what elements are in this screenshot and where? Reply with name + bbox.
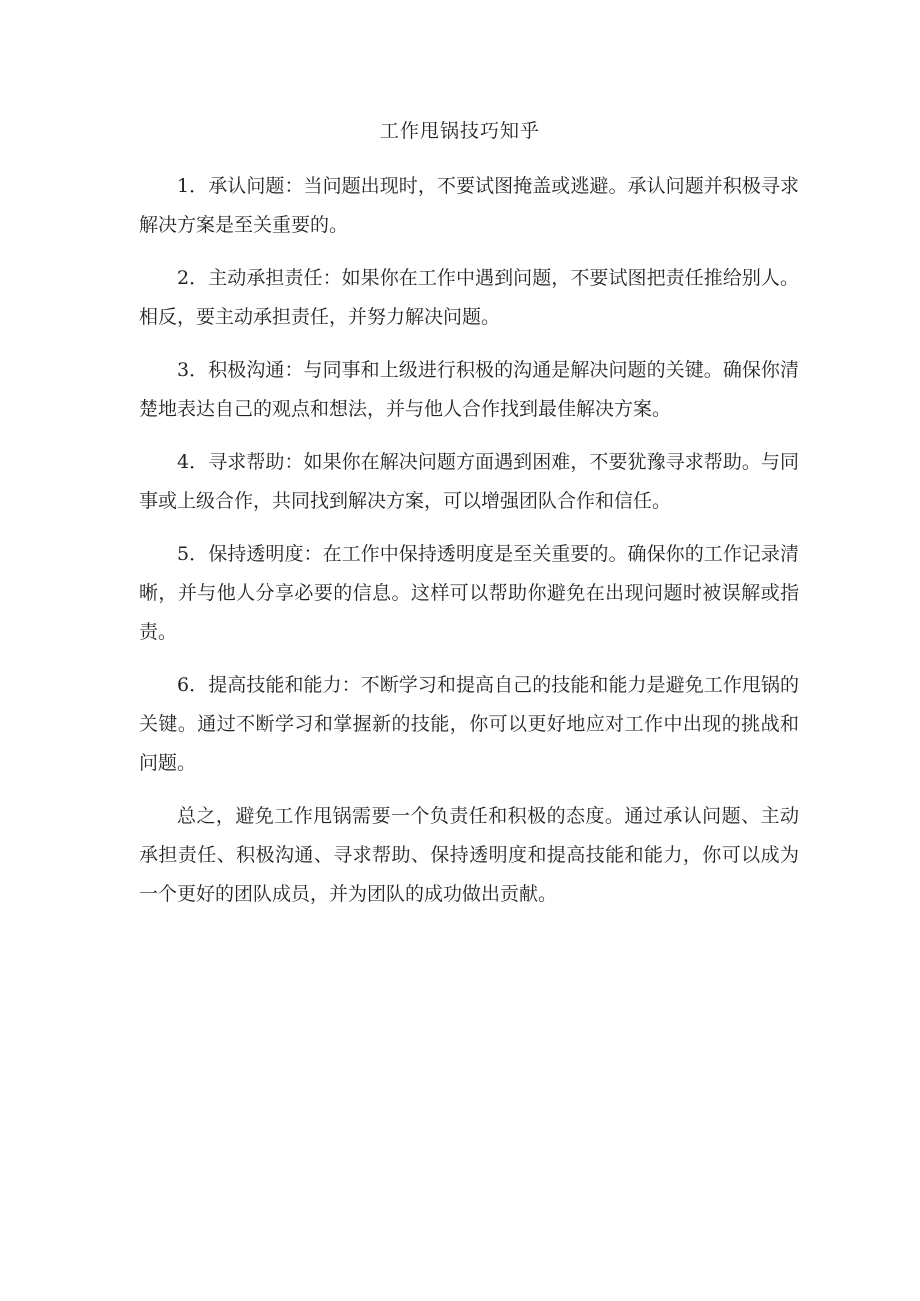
document-title: 工作甩锅技巧知乎 bbox=[379, 120, 540, 142]
paragraph-summary: 总之，避免工作甩锅需要一个负责任和积极的态度。通过承认问题、主动承担责任、积极沟通、寻求帮助、保持透明度和提高技能和能力，你可以成为一个更好的团队成员，并为团队的成功做出贡献。 bbox=[139, 805, 799, 905]
paragraph-2: 2．主动承担责任：如果你在工作中遇到问题，不要试图把责任推给别人。相反，要主动承担责任，并努力解决问题。 bbox=[139, 267, 799, 328]
paragraph-4: 4．寻求帮助：如果你在解决问题方面遇到困难，不要犹豫寻求帮助。与同事或上级合作，共同找到解决方案，可以增强团队合作和信任。 bbox=[139, 451, 799, 512]
document-body bbox=[139, 167, 799, 928]
paragraph-6: 6．提高技能和能力：不断学习和提高自己的技能和能力是避免工作甩锅的关键。通过不断学习和掌握新的技能，你可以更好地应对工作中出现的挑战和问题。 bbox=[139, 674, 799, 774]
paragraph-1: 1．承认问题：当问题出现时，不要试图掩盖或逃避。承认问题并积极寻求解决方案是至关重要的。 bbox=[139, 175, 799, 236]
paragraph-3: 3．积极沟通：与同事和上级进行积极的沟通是解决问题的关键。确保你清楚地表达自己的观点和想法，并与他人合作找到最佳解决方案。 bbox=[139, 359, 799, 420]
paragraph-5: 5．保持透明度：在工作中保持透明度是至关重要的。确保你的工作记录清晰，并与他人分享必要的信息。这样可以帮助你避免在出现问题时被误解或指责。 bbox=[139, 543, 799, 643]
